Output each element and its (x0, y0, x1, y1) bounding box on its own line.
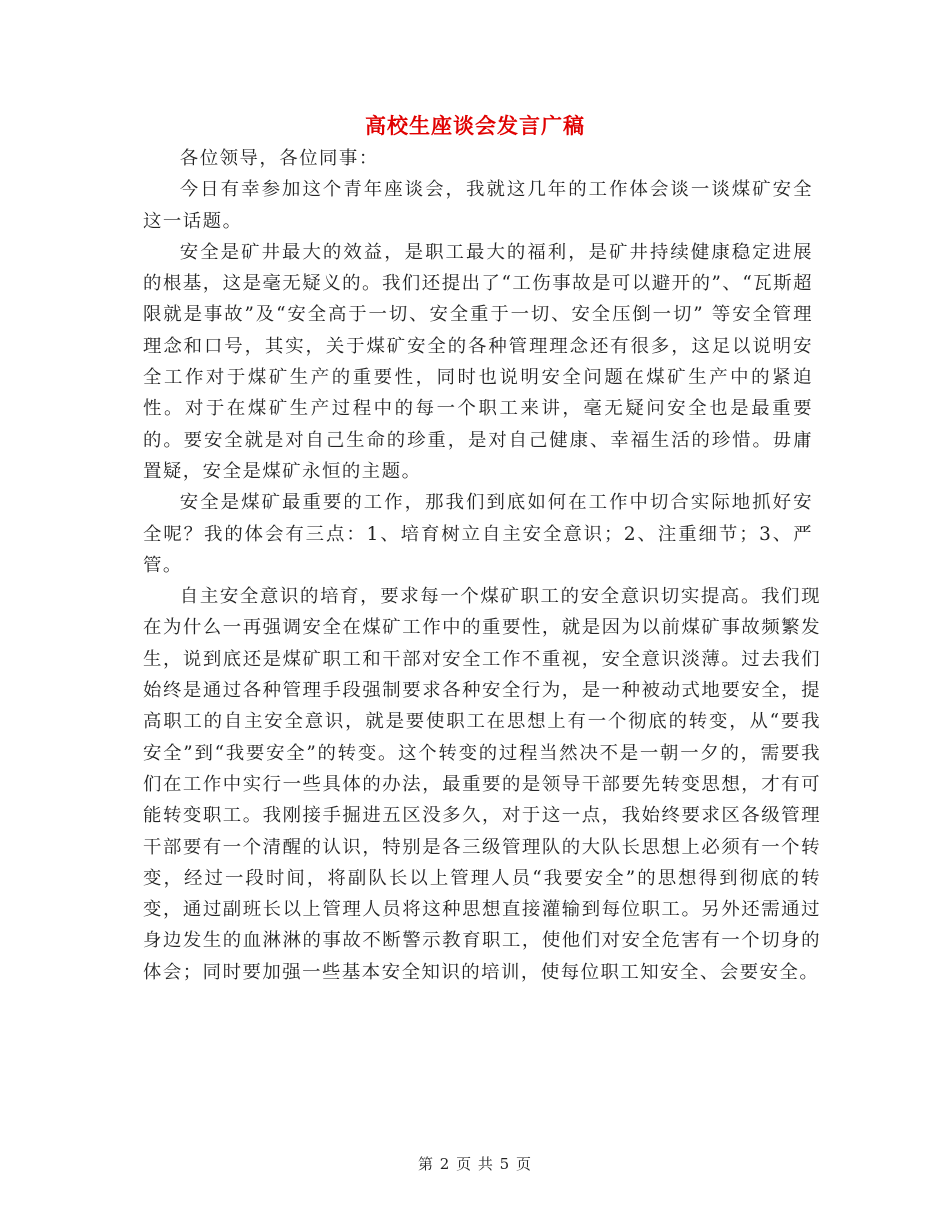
page-number: 第 2 页 共 5 页 (418, 1155, 532, 1173)
paragraph-three-points: 安全是煤矿最重要的工作，那我们到底如何在工作中切合实际地抓好安全呢？我的体会有三点：1、培育树立自主安全意识；2、注重细节；3、严管。 (143, 492, 813, 576)
paragraph-safety-awareness: 自主安全意识的培育，要求每一个煤矿职工的安全意识切实提高。我们现在为什么一再强调安全在煤矿工作中的重要性，就是因为以前煤矿事故频繁发生，说到底还是煤矿职工和干部对安全工作不重视，安全意识淡薄。过去我们始终是通过各种管理手段强制要求各种安全行为，是一种被动式地要安全，提高职工的自主安全意识，就是要使职工在思想上有一个彻底的转变，从“要我安全”到“我要安全”的转变。这个转变的过程当然决不是一朝一夕的，需要我们在工作中实行一些具体的办法，最重要的是领导干部要先转变思想，才有可能转变职工。我刚接手掘进五区没多久，对于这一点，我始终要求区各级管理干部要有一个清醒的认识，特别是各三级管理队的大队长思想上必须有一个转变，经过一段时间，将副队长以上管理人员“我要安全”的思想得到彻底的转变，通过副班长以上管理人员将这种思想直接灌输到每位职工。另外还需通过身边发生的血淋淋的事故不断警示教育职工，使他们对安全危害有一个切身的体会；同时要加强一些基本安全知识的培训，使每位职工知安全、会要安全。 (143, 586, 821, 983)
document-body (143, 143, 821, 988)
paragraph-greeting: 各位领导，各位同事： (179, 148, 379, 169)
document-title: 高校生座谈会发言广稿 (365, 114, 585, 138)
paragraph-intro: 今日有幸参加这个青年座谈会，我就这几年的工作体会谈一谈煤矿安全这一话题。 (143, 179, 813, 232)
paragraph-safety-importance: 安全是矿井最大的效益，是职工最大的福利，是矿井持续健康稳定进展的根基，这是毫无疑义的。我们还提出了“工伤事故是可以避开的”、“瓦斯超限就是事故”及“安全高于一切、安全重于一切、安全压倒一切” 等安全管理理念和口号，其实，关于煤矿安全的各种管理理念还有很多，这足以说明安全工作对于煤矿生产的重要性，同时也说明安全问题在煤矿生产中的紧迫性。对于在煤矿生产过程中的每一个职工来讲，毫无疑问安全也是最重要的。要安全就是对自己生命的珍重，是对自己健康、幸福生活的珍惜。毋庸置疑，安全是煤矿永恒的主题。 (143, 241, 813, 482)
